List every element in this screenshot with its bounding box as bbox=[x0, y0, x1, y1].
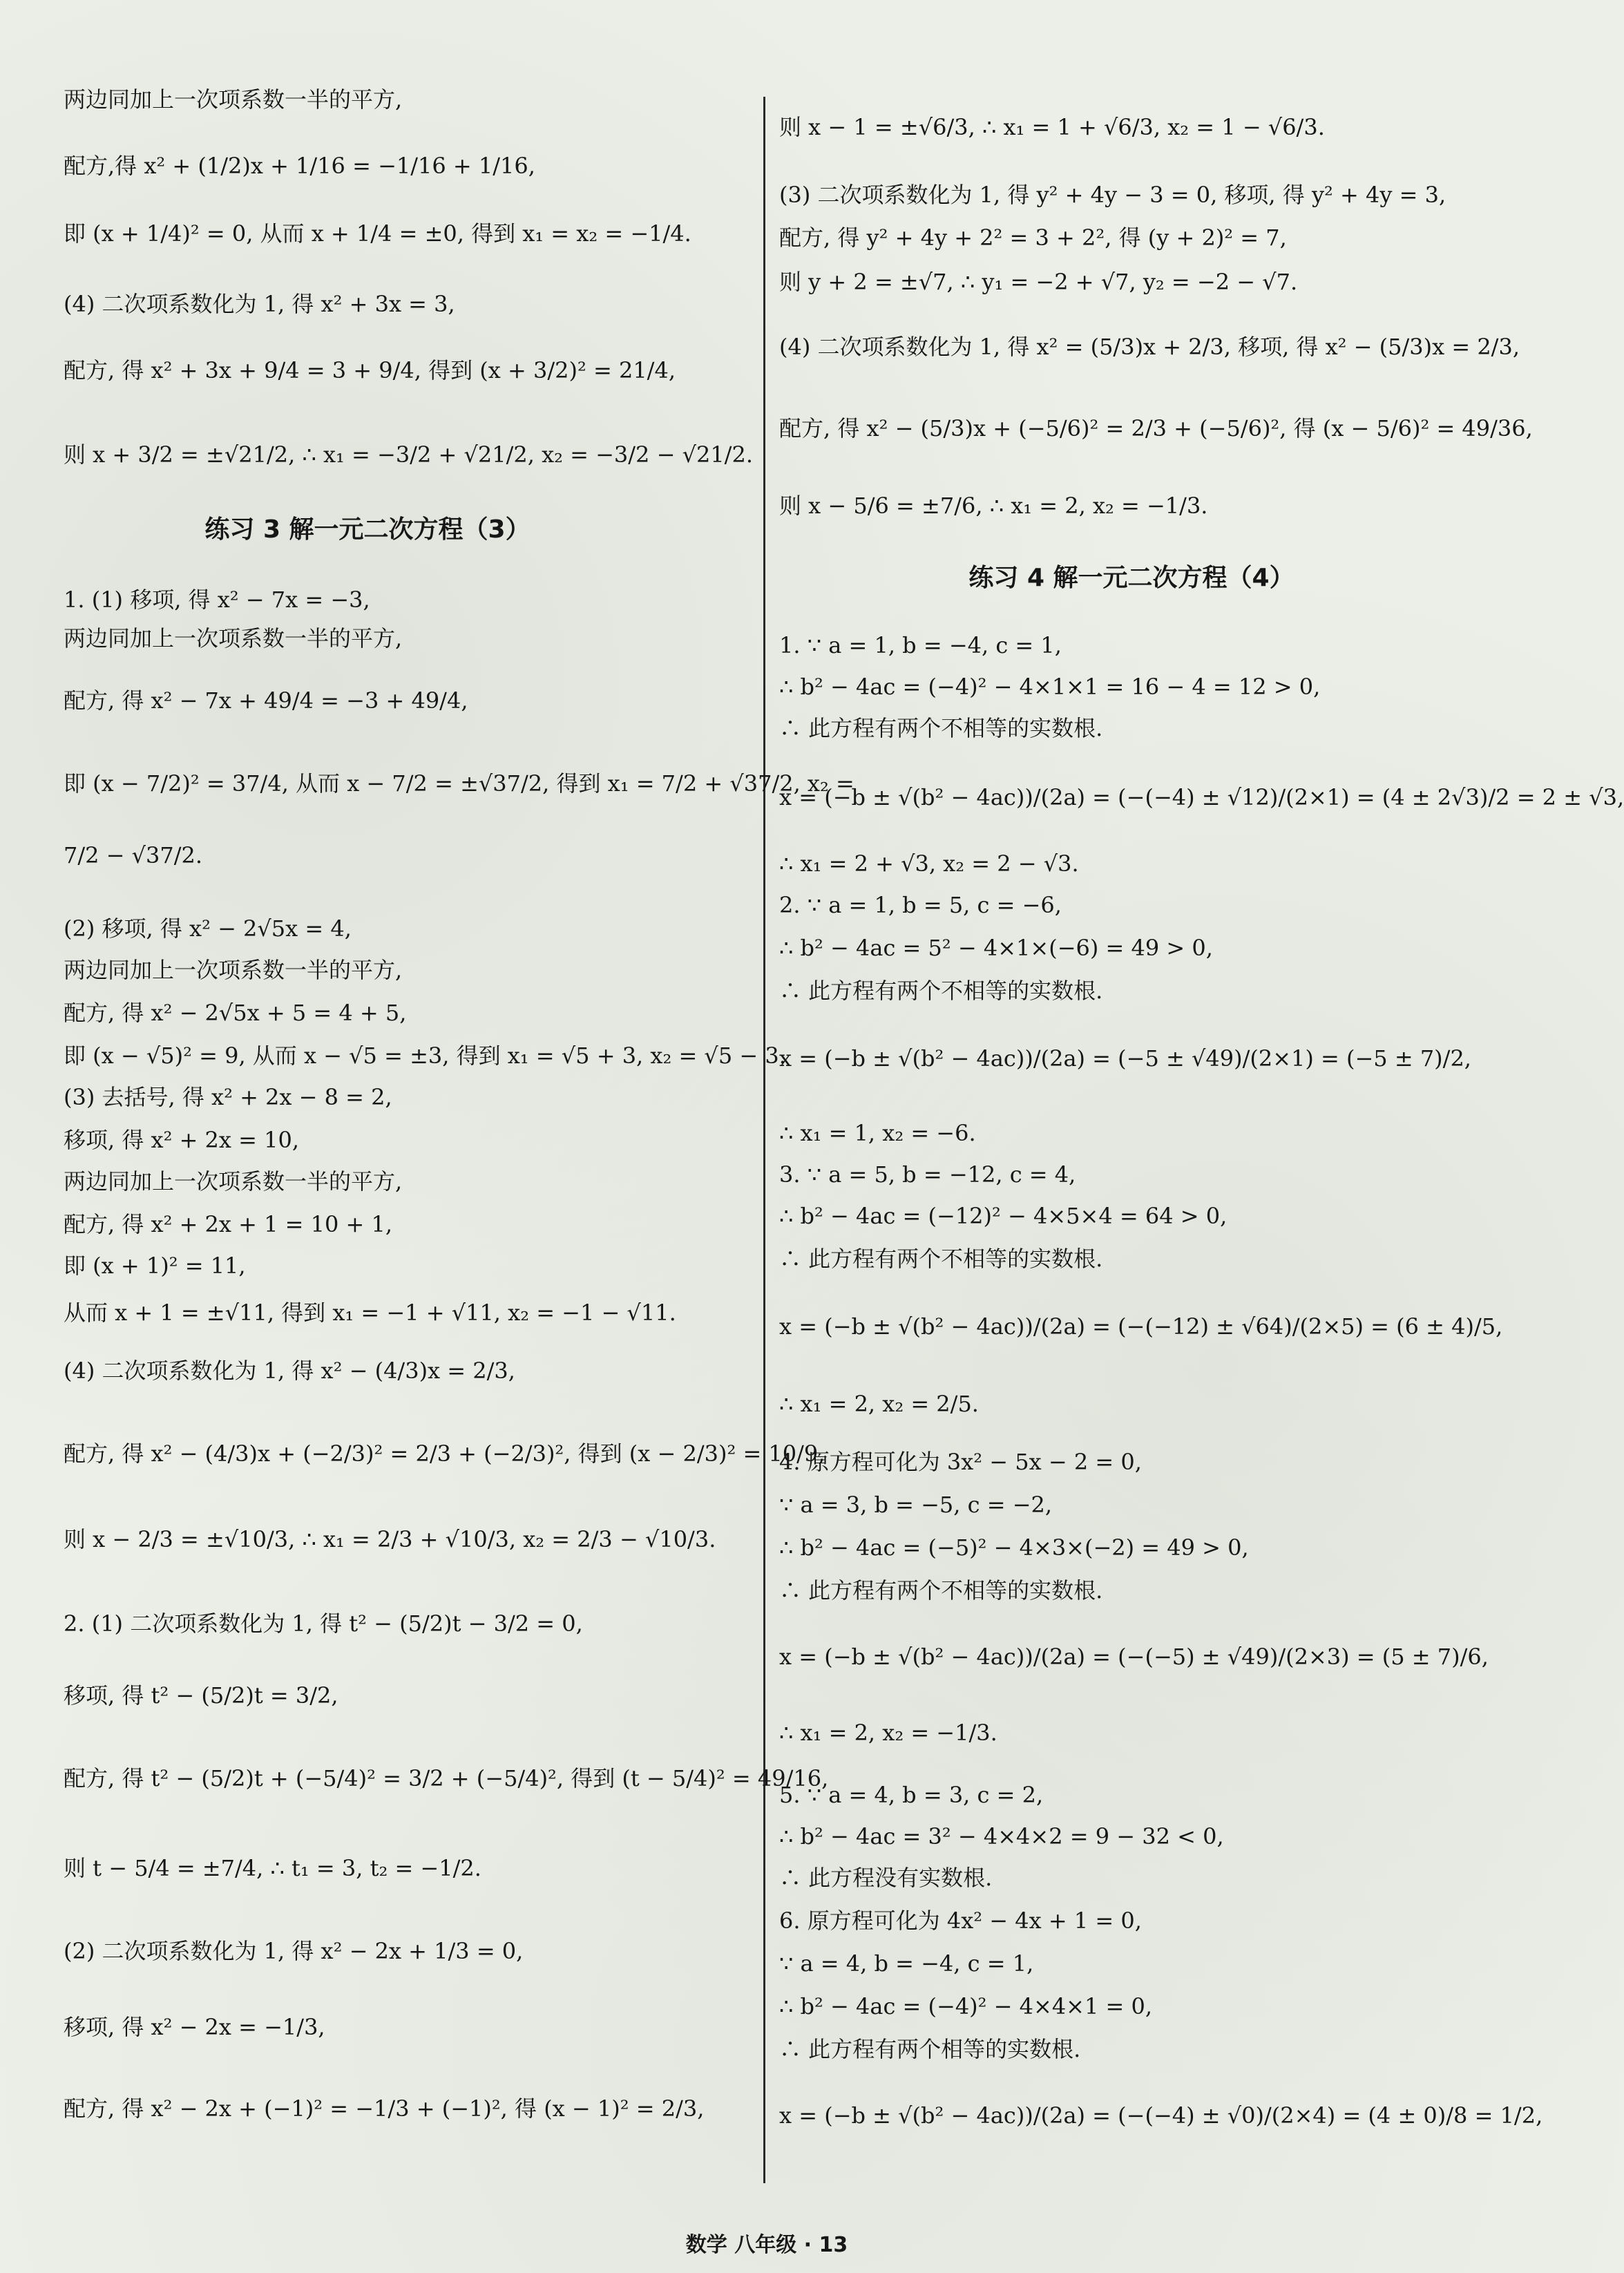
text-line: 6. 原方程可化为 4x² − 4x + 1 = 0, bbox=[779, 1908, 1142, 1934]
text-line: 即 (x − √5)² = 9, 从而 x − √5 = ±3, 得到 x₁ = √5 + 3, x₂ = √5 − 3. bbox=[64, 1043, 786, 1069]
text-line: 7/2 − √37/2. bbox=[64, 842, 203, 868]
text-line: 3. ∵ a = 5, b = −12, c = 4, bbox=[779, 1161, 1076, 1188]
text-line: 配方, 得 x² + 2x + 1 = 10 + 1, bbox=[64, 1211, 393, 1237]
text-line: x = (−b ± √(b² − 4ac))/(2a) = (−5 ± √49)/(2×1) = (−5 ± 7)/2, bbox=[779, 1045, 1471, 1072]
text-line: ∵ a = 4, b = −4, c = 1, bbox=[779, 1950, 1034, 1977]
text-line: ∴ b² − 4ac = (−4)² − 4×1×1 = 16 − 4 = 12 > 0, bbox=[779, 674, 1321, 700]
page-footer: 数学 八年级 · 13 bbox=[685, 2233, 848, 2257]
text-line: 2. (1) 二次项系数化为 1, 得 t² − (5/2)t − 3/2 = 0, bbox=[64, 1610, 583, 1637]
text-line: 5. ∵ a = 4, b = 3, c = 2, bbox=[779, 1782, 1044, 1808]
text-line: ∴ x₁ = 2, x₂ = −1/3. bbox=[779, 1720, 997, 1746]
text-line: ∴ b² − 4ac = (−12)² − 4×5×4 = 64 > 0, bbox=[779, 1203, 1227, 1229]
text-line: 则 x + 3/2 = ±√21/2, ∴ x₁ = −3/2 + √21/2, x₂ = −3/2 − √21/2. bbox=[64, 441, 753, 468]
text-line: ∴ 此方程有两个不相等的实数根. bbox=[779, 715, 1103, 741]
text-line: 配方, 得 x² − (5/3)x + (−5/6)² = 2/3 + (−5/6)², 得 (x − 5/6)² = 49/36, bbox=[779, 415, 1533, 441]
text-line: (2) 移项, 得 x² − 2√5x = 4, bbox=[64, 915, 352, 942]
text-line: 配方, 得 x² − 2√5x + 5 = 4 + 5, bbox=[64, 1000, 407, 1026]
text-line: ∴ 此方程没有实数根. bbox=[779, 1865, 993, 1891]
text-line: ∴ b² − 4ac = 3² − 4×4×2 = 9 − 32 < 0, bbox=[779, 1823, 1224, 1849]
text-line: 移项, 得 x² + 2x = 10, bbox=[64, 1127, 300, 1153]
text-line: ∴ b² − 4ac = 5² − 4×1×(−6) = 49 > 0, bbox=[779, 935, 1213, 961]
text-line: 配方, 得 x² − 7x + 49/4 = −3 + 49/4, bbox=[64, 687, 468, 714]
section-heading-4: 练习 4 解一元二次方程（4） bbox=[968, 564, 1295, 592]
column-divider bbox=[763, 97, 765, 2183]
text-line: 即 (x − 7/2)² = 37/4, 从而 x − 7/2 = ±√37/2, 得到 x₁ = 7/2 + √37/2, x₂ = bbox=[64, 770, 854, 797]
text-line: (2) 二次项系数化为 1, 得 x² − 2x + 1/3 = 0, bbox=[64, 1938, 524, 1964]
text-line: 移项, 得 t² − (5/2)t = 3/2, bbox=[64, 1682, 338, 1709]
text-line: 2. ∵ a = 1, b = 5, c = −6, bbox=[779, 892, 1062, 918]
text-line: 配方, 得 t² − (5/2)t + (−5/4)² = 3/2 + (−5/4)², 得到 (t − 5/4)² = 49/16, bbox=[64, 1765, 829, 1791]
text-line: (4) 二次项系数化为 1, 得 x² + 3x = 3, bbox=[64, 291, 455, 317]
text-line: 配方, 得 y² + 4y + 2² = 3 + 2², 得 (y + 2)² = 7, bbox=[779, 225, 1287, 251]
text-line: 即 (x + 1)² = 11, bbox=[64, 1253, 246, 1279]
text-line: 从而 x + 1 = ±√11, 得到 x₁ = −1 + √11, x₂ = −1 − √11. bbox=[64, 1300, 676, 1326]
text-line: (4) 二次项系数化为 1, 得 x² − (4/3)x = 2/3, bbox=[64, 1358, 515, 1384]
text-line: 则 x − 1 = ±√6/3, ∴ x₁ = 1 + √6/3, x₂ = 1 − √6/3. bbox=[779, 114, 1325, 140]
text-line: 配方, 得 x² − 2x + (−1)² = −1/3 + (−1)², 得 (x − 1)² = 2/3, bbox=[64, 2095, 705, 2122]
text-line: 1. (1) 移项, 得 x² − 7x = −3, bbox=[64, 587, 370, 613]
text-line: 两边同加上一次项系数一半的平方, bbox=[64, 1168, 403, 1195]
text-line: ∴ b² − 4ac = (−5)² − 4×3×(−2) = 49 > 0, bbox=[779, 1534, 1249, 1561]
text-line: ∴ 此方程有两个不相等的实数根. bbox=[779, 1577, 1103, 1604]
text-line: 两边同加上一次项系数一半的平方, bbox=[64, 957, 403, 983]
text-line: 配方,得 x² + (1/2)x + 1/16 = −1/16 + 1/16, bbox=[64, 153, 535, 179]
text-line: 则 x − 2/3 = ±√10/3, ∴ x₁ = 2/3 + √10/3, x₂ = 2/3 − √10/3. bbox=[64, 1526, 716, 1552]
text-line: x = (−b ± √(b² − 4ac))/(2a) = (−(−4) ± √0)/(2×4) = (4 ± 0)/8 = 1/2, bbox=[779, 2102, 1543, 2129]
text-line: 配方, 得 x² + 3x + 9/4 = 3 + 9/4, 得到 (x + 3/2)² = 21/4, bbox=[64, 357, 676, 383]
text-line: ∵ a = 3, b = −5, c = −2, bbox=[779, 1492, 1053, 1518]
text-line: 即 (x + 1/4)² = 0, 从而 x + 1/4 = ±0, 得到 x₁ = x₂ = −1/4. bbox=[64, 220, 691, 247]
text-line: 1. ∵ a = 1, b = −4, c = 1, bbox=[779, 632, 1062, 658]
text-line: 4. 原方程可化为 3x² − 5x − 2 = 0, bbox=[779, 1449, 1142, 1475]
text-line: (3) 去括号, 得 x² + 2x − 8 = 2, bbox=[64, 1084, 392, 1110]
text-line: (4) 二次项系数化为 1, 得 x² = (5/3)x + 2/3, 移项, 得 x² − (5/3)x = 2/3, bbox=[779, 334, 1520, 360]
text-line: ∴ 此方程有两个不相等的实数根. bbox=[779, 1246, 1103, 1272]
text-line: ∴ x₁ = 1, x₂ = −6. bbox=[779, 1120, 976, 1146]
text-line: ∴ 此方程有两个不相等的实数根. bbox=[779, 978, 1103, 1004]
text-line: 两边同加上一次项系数一半的平方, bbox=[64, 625, 403, 652]
text-line: 则 y + 2 = ±√7, ∴ y₁ = −2 + √7, y₂ = −2 − √7. bbox=[779, 269, 1298, 295]
text-line: x = (−b ± √(b² − 4ac))/(2a) = (−(−5) ± √49)/(2×3) = (5 ± 7)/6, bbox=[779, 1644, 1489, 1670]
text-line: ∴ b² − 4ac = (−4)² − 4×4×1 = 0, bbox=[779, 1993, 1153, 2019]
text-line: x = (−b ± √(b² − 4ac))/(2a) = (−(−4) ± √12)/(2×1) = (4 ± 2√3)/2 = 2 ± √3, bbox=[779, 784, 1624, 810]
text-line: ∴ 此方程有两个相等的实数根. bbox=[779, 2036, 1081, 2062]
text-line: 两边同加上一次项系数一半的平方, bbox=[64, 86, 403, 113]
text-line: (3) 二次项系数化为 1, 得 y² + 4y − 3 = 0, 移项, 得 y² + 4y = 3, bbox=[779, 182, 1446, 208]
text-line: ∴ x₁ = 2, x₂ = 2/5. bbox=[779, 1391, 979, 1417]
text-line: 则 x − 5/6 = ±7/6, ∴ x₁ = 2, x₂ = −1/3. bbox=[779, 493, 1208, 519]
text-line: 移项, 得 x² − 2x = −1/3, bbox=[64, 2014, 325, 2040]
section-heading-3: 练习 3 解一元二次方程（3） bbox=[204, 515, 531, 544]
text-line: ∴ x₁ = 2 + √3, x₂ = 2 − √3. bbox=[779, 850, 1079, 877]
text-line: x = (−b ± √(b² − 4ac))/(2a) = (−(−12) ± √64)/(2×5) = (6 ± 4)/5, bbox=[779, 1313, 1503, 1340]
text-line: 则 t − 5/4 = ±7/4, ∴ t₁ = 3, t₂ = −1/2. bbox=[64, 1855, 481, 1881]
text-line: 配方, 得 x² − (4/3)x + (−2/3)² = 2/3 + (−2/3)², 得到 (x − 2/3)² = 10/9, bbox=[64, 1440, 825, 1467]
